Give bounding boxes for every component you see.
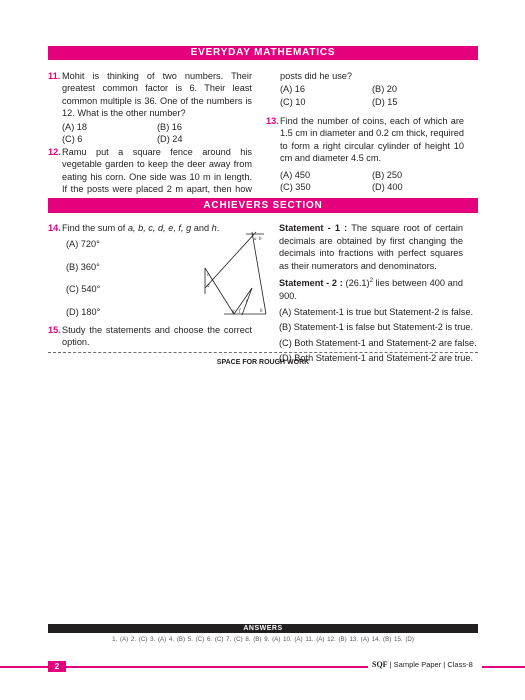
figure-label: h xyxy=(260,309,263,314)
option-b[interactable]: (B) 16 xyxy=(157,121,183,132)
option-d[interactable]: (D) 24 xyxy=(157,134,183,145)
option-c[interactable]: (C) Both Statement-1 and Statement-2 are false. xyxy=(279,337,477,348)
option-b[interactable]: (B) 250 xyxy=(372,169,403,180)
options xyxy=(280,169,464,194)
sqf-logo: SQF xyxy=(372,660,388,669)
option-b[interactable]: (B) 360° xyxy=(66,261,100,272)
figure-label: b xyxy=(259,237,262,242)
figure-line xyxy=(252,232,266,314)
option-c[interactable]: (C) 6 xyxy=(62,134,83,145)
statements-block xyxy=(279,222,477,368)
question-number: 14. xyxy=(48,223,61,233)
question-text: Ramu put a square fence around his vegetable garden to keep the deer away from eating his corn. One side was 10 m in length. If the posts were placed 2 m apart, then how xyxy=(62,147,252,195)
figure-line xyxy=(234,288,252,314)
statement-2: Statement - 2 : $(26.1)^2$ lies between 400 and 900. xyxy=(279,278,463,302)
question-number: 15. xyxy=(48,325,61,335)
option-d[interactable]: (D) 400 xyxy=(372,182,403,193)
question-11 xyxy=(48,70,252,145)
statement-options xyxy=(279,306,477,365)
section-banner-achievers: ACHIEVERS SECTION xyxy=(48,198,478,213)
option-c[interactable]: (C) 350 xyxy=(280,182,311,193)
figure-label: e xyxy=(246,299,249,304)
angle-figure xyxy=(196,230,270,318)
option-a[interactable]: (A) Statement-1 is true but Statement-2 is false. xyxy=(279,306,474,317)
option-d[interactable]: (D) Both Statement-1 and Statement-2 are true. xyxy=(279,353,474,364)
question-15 xyxy=(48,324,252,349)
question-13 xyxy=(266,115,464,193)
option-b[interactable]: (B) 20 xyxy=(372,84,398,95)
option-a[interactable]: (A) 720° xyxy=(66,239,100,250)
question-number: 11. xyxy=(48,71,61,81)
options xyxy=(62,121,252,146)
figure-line xyxy=(205,268,234,314)
question-text: Study the statements and choose the correct option. xyxy=(62,325,252,348)
figure-label: c xyxy=(207,273,210,278)
figure-label: g xyxy=(232,309,235,314)
question-text-continued: posts did he use? xyxy=(280,71,353,81)
dashed-divider xyxy=(48,352,478,353)
section-banner-everyday-mathematics: EVERYDAY MATHEMATICS xyxy=(48,46,478,60)
question-text: Find the number of coins, each of which are 1.5 cm in diameter and 0.2 cm thick, required to form a right circular cylinder of height 10 cm and diameter 4.5 cm. xyxy=(280,116,464,164)
answers-heading: ANSWERS xyxy=(48,624,478,633)
question-text: Mohit is thinking of two numbers. Their greatest common factor is 6. Their least common multiple is 36. One of the numbers is 12. What is the other number? xyxy=(62,71,252,119)
figure-label: d xyxy=(207,284,210,289)
option-c[interactable]: (C) 540° xyxy=(66,284,101,295)
page-number: 2 xyxy=(48,661,66,672)
answers-row: 1. (A) 2. (C) 3. (A) 4. (B) 5. (C) 6. (C) 7. (C) 8. (B) 9. (A) 10. (A) 11. (A) 12. (B) 13. (A) 14. (B) 15. (D) xyxy=(112,636,414,643)
rough-work-label: SPACE FOR ROUGH WORK xyxy=(216,359,310,366)
question-12-continued xyxy=(280,70,464,108)
figure-label: f xyxy=(239,309,241,314)
option-a[interactable]: (A) 16 xyxy=(280,84,306,95)
question-number: 13. xyxy=(266,116,279,126)
option-b[interactable]: (B) Statement-1 is false but Statement-2 is true. xyxy=(279,322,474,333)
option-c[interactable]: (C) 10 xyxy=(280,96,306,107)
option-d[interactable]: (D) 15 xyxy=(372,96,398,107)
option-a[interactable]: (A) 18 xyxy=(62,121,88,132)
option-a[interactable]: (A) 450 xyxy=(280,169,311,180)
option-d[interactable]: (D) 180° xyxy=(66,306,101,317)
figure-label: a xyxy=(254,237,257,242)
options xyxy=(280,83,464,108)
footer-text: SQF | Sample Paper | Class-8 xyxy=(368,659,482,671)
question-number: 12. xyxy=(48,147,61,157)
statement-1: Statement - 1 : The square root of certain decimals are obtained by first changing the decimals into fractions with perfect squares as their numerators and denominators. xyxy=(279,223,463,271)
question-text: Find the sum of a, b, c, d, e, f, g and h. xyxy=(62,223,220,233)
